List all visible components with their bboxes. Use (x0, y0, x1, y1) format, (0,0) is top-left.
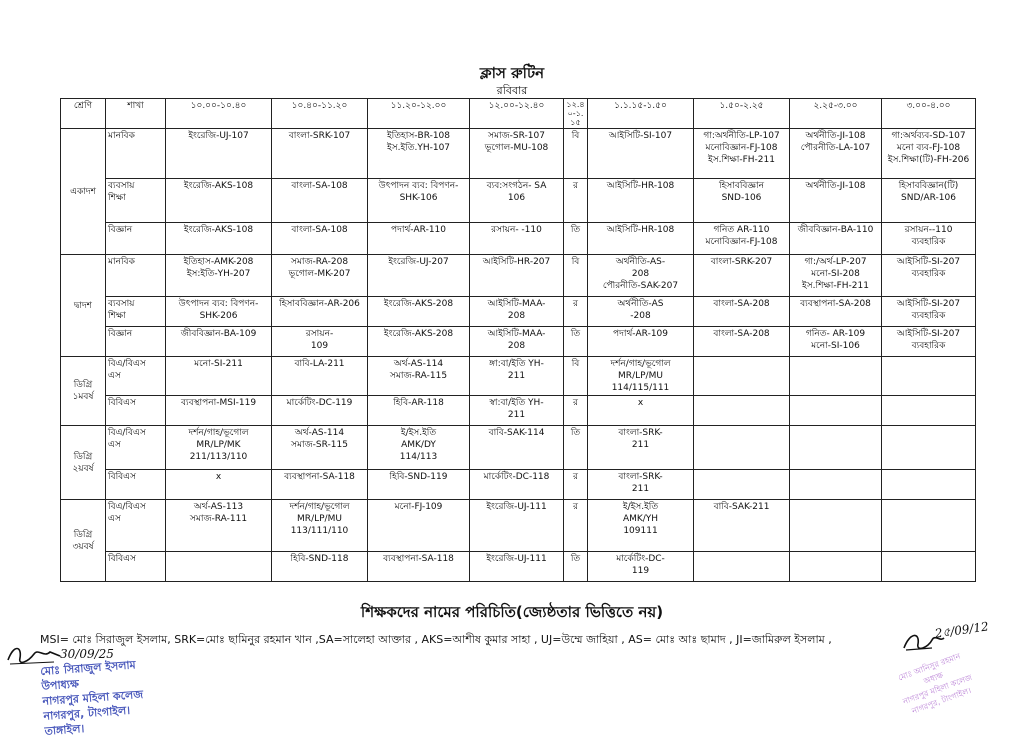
schedule-cell (790, 357, 882, 396)
schedule-cell: আইসিটি-HR-108 (588, 223, 694, 255)
section-label: মানবিক (106, 129, 166, 179)
schedule-cell: মার্কেটিং-DC-119 (272, 396, 368, 426)
routine-table (60, 98, 976, 582)
schedule-cell (790, 552, 882, 582)
schedule-cell: অর্থনীতি-JI-108 (790, 179, 882, 223)
schedule-cell: মার্কেটিং-DC- 119 (588, 552, 694, 582)
schedule-cell: দর্শন/গাহ/ভূগোল MR/LP/MU 114/115/111 (588, 357, 694, 396)
schedule-cell (882, 426, 976, 470)
schedule-cell (882, 552, 976, 582)
schedule-cell: ই/ইস.ইতি AMK/YH 109111 (588, 500, 694, 552)
table-row (61, 396, 976, 426)
class-group-label: ডিগ্রি ৩য়বর্ষ (61, 500, 106, 582)
table-row (61, 327, 976, 357)
schedule-cell: সমাজ-SR-107 ভূগোল-MU-108 (470, 129, 564, 179)
schedule-cell: ব্যব:সংগঠন- SA 106 (470, 179, 564, 223)
table-row (61, 179, 976, 223)
schedule-cell (882, 500, 976, 552)
section-label: বিএ/বিএস এস (106, 500, 166, 552)
schedule-cell: ইংরেজি-UJ-207 (368, 255, 470, 297)
schedule-cell: ঙ্গা:বা/ইতি YH- 211 (470, 357, 564, 396)
schedule-cell (882, 470, 976, 500)
break-cell: তি (564, 426, 588, 470)
schedule-cell: দর্শন/গাহ/ভূগোল MR/LP/MK 211/113/110 (166, 426, 272, 470)
column-header: শাখা (106, 99, 166, 129)
schedule-cell: জীববিজ্ঞান-BA-109 (166, 327, 272, 357)
class-group-label: ডিগ্রি ২য়বর্ষ (61, 426, 106, 500)
schedule-cell: হিবি-SND-119 (368, 470, 470, 500)
table-header (61, 99, 976, 129)
schedule-cell: x (166, 470, 272, 500)
column-header: ১০.০০-১০.৪০ (166, 99, 272, 129)
column-header: শ্রেণি (61, 99, 106, 129)
break-cell: বি (564, 255, 588, 297)
schedule-cell: বাবি-LA-211 (272, 357, 368, 396)
schedule-cell: হিসাববিজ্ঞান-AR-206 (272, 297, 368, 327)
column-header: ১০.৪০-১১.২০ (272, 99, 368, 129)
column-header: ২.২৫-৩.০০ (790, 99, 882, 129)
break-cell: র (564, 297, 588, 327)
schedule-cell: পদার্থ-AR-110 (368, 223, 470, 255)
schedule-cell: রসায়ন- 109 (272, 327, 368, 357)
schedule-cell: x (588, 396, 694, 426)
schedule-cell: হিবি-AR-118 (368, 396, 470, 426)
schedule-cell: উৎপাদন ব্যব: বিপণন- SHK-106 (368, 179, 470, 223)
schedule-cell: বাংলা-SA-108 (272, 223, 368, 255)
principal-signature-date: 2৫/09/12 (934, 619, 990, 641)
schedule-cell: অর্থনীতি-AS- 208 পৌরনীতি-SAK-207 (588, 255, 694, 297)
schedule-cell: ইংরেজি-UJ-111 (470, 552, 564, 582)
section-label: বিএ/বিএস এস (106, 426, 166, 470)
schedule-cell: ইংরেজি-AKS-208 (368, 297, 470, 327)
schedule-cell: মার্কেটিং-DC-118 (470, 470, 564, 500)
schedule-cell: আইসিটি-SI-107 (588, 129, 694, 179)
vice-principal-signature-date: 30/09/25 (60, 647, 114, 661)
schedule-cell: বাবি-SAK-211 (694, 500, 790, 552)
class-group-label: দ্বাদশ (61, 255, 106, 357)
schedule-cell (790, 500, 882, 552)
schedule-cell: ইংরেজি-UJ-111 (470, 500, 564, 552)
schedule-cell: রসায়ন--110 ব্যবহারিক (882, 223, 976, 255)
section-label: বিবিএস (106, 396, 166, 426)
schedule-cell (790, 426, 882, 470)
schedule-cell: ব্যবস্থাপনা-MSI-119 (166, 396, 272, 426)
section-label: বিজ্ঞান (106, 327, 166, 357)
schedule-cell (694, 470, 790, 500)
schedule-cell: মনো-SI-211 (166, 357, 272, 396)
schedule-cell (790, 396, 882, 426)
section-label: বিজ্ঞান (106, 223, 166, 255)
table-row (61, 500, 976, 552)
schedule-cell: আইসিটি-HR-207 (470, 255, 564, 297)
principal-stamp: মোঃ আনিসুর রহমান অধ্যক্ষ নাগরপুর মহিলা কলেজ নাগরপুর, টাংগাইল। (896, 651, 974, 716)
schedule-cell: অর্থনীতি-JI-108 পৌরনীতি-LA-107 (790, 129, 882, 179)
section-label: বিবিএস (106, 470, 166, 500)
schedule-cell: বাংলা-SA-108 (272, 179, 368, 223)
schedule-cell: অর্থ-AS-114 সমাজ-SR-115 (272, 426, 368, 470)
class-group-label: ডিগ্রি ১মবর্ষ (61, 357, 106, 426)
schedule-cell: আইসিটি-SI-207 ব্যবহারিক (882, 255, 976, 297)
table-body (61, 129, 976, 582)
schedule-cell: ব্যবস্থাপনা-SA-118 (272, 470, 368, 500)
schedule-cell: বাংলা-SRK-107 (272, 129, 368, 179)
break-cell: বি (564, 129, 588, 179)
break-cell: তি (564, 223, 588, 255)
schedule-cell: বাংলা-SRK- 211 (588, 470, 694, 500)
schedule-cell: গা:অর্থনীতি-LP-107 মনোবিজ্ঞান-FJ-108 ইস.শিক্ষা-FH-211 (694, 129, 790, 179)
schedule-cell: গনিত AR-110 মনোবিজ্ঞান-FJ-108 (694, 223, 790, 255)
teacher-legend: MSI= মোঃ সিরাজুল ইসলাম, SRK=মোঃ ছামিনুর রহমান খান ,SA=সালেহা আক্তার , AKS=আশীষ কুমার সাহা , UJ=উম্মে জাহিয়া , AS= মোঃ আঃ ছামাদ , JI=জামিরুল ইসলাম , (40, 633, 832, 646)
schedule-cell: অর্থ-AS-114 সমাজ-RA-115 (368, 357, 470, 396)
schedule-cell: বাংলা-SA-208 (694, 297, 790, 327)
break-cell: বি (564, 357, 588, 396)
schedule-cell: ইংরেজি-UJ-107 (166, 129, 272, 179)
schedule-cell (694, 552, 790, 582)
table-row (61, 255, 976, 297)
section-label: বিএ/বিএস এস (106, 357, 166, 396)
schedule-cell: অর্থনীতি-AS -208 (588, 297, 694, 327)
schedule-cell: আইসিটি-MAA- 208 (470, 327, 564, 357)
schedule-cell: আইসিটি-SI-207 ব্যবহারিক (882, 327, 976, 357)
table-row (61, 297, 976, 327)
schedule-cell: ব্যবস্থাপনা-SA-118 (368, 552, 470, 582)
schedule-cell: গনিত- AR-109 মনো-SI-106 (790, 327, 882, 357)
schedule-cell (882, 357, 976, 396)
schedule-cell: সমাজ-RA-208 ভূগোল-MK-207 (272, 255, 368, 297)
schedule-cell: রসায়ন- -110 (470, 223, 564, 255)
schedule-cell: উৎপাদন ব্যব: বিপণন- SHK-206 (166, 297, 272, 327)
schedule-cell: স্বা:বা/ইতি YH- 211 (470, 396, 564, 426)
break-cell: তি (564, 552, 588, 582)
table-row (61, 223, 976, 255)
schedule-cell: আইসিটি-MAA- 208 (470, 297, 564, 327)
schedule-cell: জীববিজ্ঞান-BA-110 (790, 223, 882, 255)
schedule-cell (694, 396, 790, 426)
schedule-cell: পদার্থ-AR-109 (588, 327, 694, 357)
break-cell: র (564, 470, 588, 500)
schedule-cell: গা:অর্থব্যব-SD-107 মনো ব্যব-FJ-108 ইস.শিক্ষা(টি)-FH-206 (882, 129, 976, 179)
page-title: ক্লাস রুটিন (479, 64, 545, 82)
schedule-cell: ইংরেজি-AKS-108 (166, 223, 272, 255)
schedule-cell: ইতিহাস-AMK-208 ইস:ইতি-YH-207 (166, 255, 272, 297)
schedule-cell: ইতিহাস-BR-108 ইস.ইতি.YH-107 (368, 129, 470, 179)
section-label: বিবিএস (106, 552, 166, 582)
section-label: মানবিক (106, 255, 166, 297)
class-group-label: একাদশ (61, 129, 106, 255)
schedule-cell: বাংলা-SRK- 211 (588, 426, 694, 470)
section-label: ব্যবসায় শিক্ষা (106, 179, 166, 223)
column-header: ১.৫০-২.২৫ (694, 99, 790, 129)
schedule-cell: আইসিটি-HR-108 (588, 179, 694, 223)
column-header: ৩.০০-৪.০০ (882, 99, 976, 129)
column-header: ১.১.১৫-১.৫০ (588, 99, 694, 129)
schedule-cell (790, 470, 882, 500)
schedule-cell (166, 552, 272, 582)
schedule-cell: ই/ইস.ইতি AMK/DY 114/113 (368, 426, 470, 470)
header-row (61, 99, 976, 129)
table-row (61, 552, 976, 582)
schedule-cell (882, 396, 976, 426)
schedule-cell: হিবি-SND-118 (272, 552, 368, 582)
schedule-cell: বাংলা-SA-208 (694, 327, 790, 357)
schedule-cell: অর্থ-AS-113 সমাজ-RA-111 (166, 500, 272, 552)
break-cell: র (564, 396, 588, 426)
section-label: ব্যবসায় শিক্ষা (106, 297, 166, 327)
table-row (61, 470, 976, 500)
column-header: ১১.২০-১২.০০ (368, 99, 470, 129)
schedule-cell: আইসিটি-SI-207 ব্যবহারিক (882, 297, 976, 327)
schedule-cell: হিসাববিজ্ঞান SND-106 (694, 179, 790, 223)
column-header: ১২.০০-১২.৪০ (470, 99, 564, 129)
schedule-cell: বাবি-SAK-114 (470, 426, 564, 470)
schedule-cell: ইংরেজি-AKS-108 (166, 179, 272, 223)
table-row (61, 357, 976, 396)
schedule-cell (694, 426, 790, 470)
schedule-cell: গা:/অর্থ-LP-207 মনো-SI-208 ইস.শিক্ষা-FH-211 (790, 255, 882, 297)
table-row (61, 129, 976, 179)
day-label: রবিবার (496, 84, 528, 97)
table-row (61, 426, 976, 470)
legend-title: শিক্ষকদের নামের পরিচিতি(জ্যেষ্ঠতার ভিত্তিতে নয়) (360, 603, 664, 621)
break-cell: তি (564, 327, 588, 357)
break-cell: র (564, 179, 588, 223)
schedule-cell: বাংলা-SRK-207 (694, 255, 790, 297)
schedule-cell: দর্শন/গাহ/ভূগোল MR/LP/MU 113/111/110 (272, 500, 368, 552)
schedule-cell (694, 357, 790, 396)
vice-principal-stamp: মোঃ সিরাজুল ইসলাম উপাধ্যক্ষ নাগরপুর মহিলা কলেজ নাগরপুর, টাংগাইল। তাঙ্গাইল। (39, 658, 144, 738)
schedule-cell: মনো-FJ-109 (368, 500, 470, 552)
schedule-cell: ইংরেজি-AKS-208 (368, 327, 470, 357)
schedule-cell: ব্যবস্থাপনা-SA-208 (790, 297, 882, 327)
break-cell: র (564, 500, 588, 552)
column-header: ১২.৪০-১.১৫ (564, 99, 588, 129)
schedule-cell: হিসাববিজ্ঞান(টি) SND/AR-106 (882, 179, 976, 223)
